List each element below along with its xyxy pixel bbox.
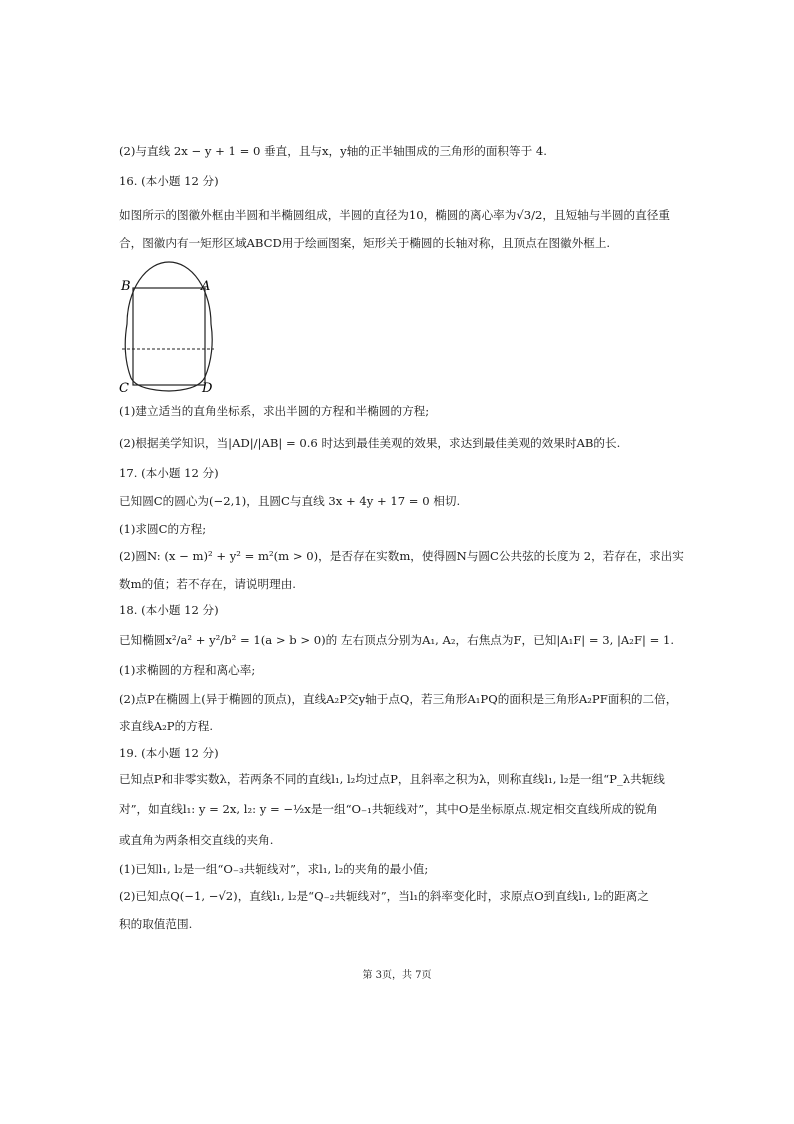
q19-text-line3: 或直角为两条相交直线的夹角. bbox=[119, 833, 274, 847]
q16-header: 16. (本小题 12 分) bbox=[119, 174, 219, 188]
q17-part2-line2: 数m的值；若不存在，请说明理由. bbox=[119, 577, 296, 591]
q18-part2-line1: (2)点P在椭圆上(异于椭圆的顶点)，直线A₂P交y轴于点Q，若三角形A₁PQ的面积是三角形A₂PF面积的二倍， bbox=[119, 692, 678, 706]
rectangle-abcd bbox=[133, 288, 205, 385]
q15-part2: (2)与直线 2x − y + 1 = 0 垂直，且与x，y轴的正半轴围成的三角形的面积等于 4. bbox=[119, 144, 547, 158]
q19-header: 19. (本小题 12 分) bbox=[119, 746, 219, 760]
label-d: D bbox=[202, 381, 213, 396]
q17-text: 已知圆C的圆心为(−2,1)，且圆C与直线 3x + 4y + 17 = 0 相切. bbox=[119, 494, 461, 508]
q19-part2-line1: (2)已知点Q(−1, −√2)，直线l₁, l₂是“Q₋₂共轭线对”，当l₁的斜率变化时，求原点O到直线l₁, l₂的距离之 bbox=[119, 889, 649, 903]
q18-text: 已知椭圆x²/a² + y²/b² = 1(a > b > 0)的 左右顶点分别为A₁, A₂，右焦点为F，已知|A₁F| = 3, |A₂F| = 1. bbox=[119, 633, 675, 647]
q16-part1: (1)建立适当的直角坐标系，求出半圆的方程和半椭圆的方程; bbox=[119, 404, 430, 418]
label-b: B bbox=[121, 279, 131, 294]
q16-text-line2: 合，图徽内有一矩形区域ABCD用于绘画图案，矩形关于椭圆的长轴对称，且顶点在图徽外框上. bbox=[119, 236, 611, 250]
q18-part2-line2: 求直线A₂P的方程. bbox=[119, 719, 214, 733]
q16-text-line1: 如图所示的图徽外框由半圆和半椭圆组成，半圆的直径为10，椭圆的离心率为√3/2，且短轴与半圆的直径重 bbox=[119, 208, 670, 222]
page-footer: 第 3页，共 7页 bbox=[362, 970, 432, 981]
label-a: A bbox=[201, 279, 211, 294]
q16-part2: (2)根据美学知识，当|AD|/|AB| = 0.6 时达到最佳美观的效果，求达到最佳美观的效果时AB的长. bbox=[119, 436, 621, 450]
outer-frame bbox=[125, 262, 212, 391]
q17-part2-line1: (2)圆N: (x − m)² + y² = m²(m > 0)，是否存在实数m，使得圆N与圆C公共弦的长度为 2，若存在，求出实 bbox=[119, 549, 684, 563]
q19-part2-line2: 积的取值范围. bbox=[119, 917, 193, 931]
q19-text-line1: 已知点P和非零实数λ，若两条不同的直线l₁, l₂均过点P，且斜率之积为λ，则称直线l₁, l₂是一组“P_λ共轭线 bbox=[119, 772, 665, 786]
label-c: C bbox=[119, 381, 129, 396]
badge-figure bbox=[114, 254, 224, 396]
q18-part1: (1)求椭圆的方程和离心率; bbox=[119, 663, 256, 677]
q19-part1: (1)已知l₁, l₂是一组“O₋₃共轭线对”，求l₁, l₂的夹角的最小值; bbox=[119, 862, 429, 876]
q17-part1: (1)求圆C的方程; bbox=[119, 522, 207, 536]
q18-header: 18. (本小题 12 分) bbox=[119, 603, 219, 617]
q17-header: 17. (本小题 12 分) bbox=[119, 466, 219, 480]
q19-text-line2: 对”，如直线l₁: y = 2x, l₂: y = −½x是一组“O₋₁共轭线对”，其中O是坐标原点.规定相交直线所成的锐角 bbox=[119, 802, 658, 816]
